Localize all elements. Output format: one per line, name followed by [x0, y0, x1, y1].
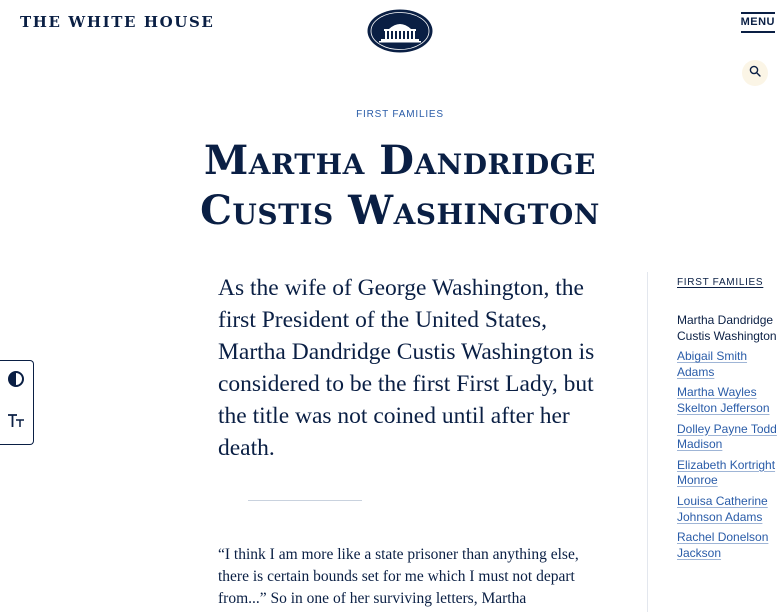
sidebar-list — [677, 313, 781, 566]
text-size-icon — [7, 413, 25, 434]
menu-button[interactable]: MENU — [741, 12, 775, 33]
sidebar-item-abigail-adams — [677, 349, 781, 380]
contrast-toggle-button[interactable] — [6, 371, 26, 391]
sidebar-link-louisa-adams[interactable]: Louisa Catherine Johnson Adams — [677, 493, 768, 524]
sidebar-item-martha-washington: Martha Dandridge Custis Washington — [677, 313, 777, 343]
lede-paragraph: As the wife of George Washington, the first President of the United States, Martha Dandridge Custis Washington is considered to be the first First Lady, but the title was not coined until after her death. — [218, 275, 595, 461]
page-title — [100, 136, 700, 236]
sidebar-item-louisa-adams — [677, 494, 781, 525]
sidebar-link-martha-jefferson[interactable]: Martha Wayles Skelton Jefferson — [677, 385, 770, 415]
sidebar-link-rachel-jackson[interactable]: Rachel Donelson Jackson — [677, 530, 769, 560]
white-house-seal-icon[interactable] — [367, 9, 433, 53]
page-title-line-1: Martha Dandridge — [204, 137, 596, 184]
sidebar-item-martha-jefferson — [677, 385, 781, 416]
section-divider — [248, 500, 362, 501]
search-icon — [749, 64, 761, 82]
sidebar-item-rachel-jackson — [677, 530, 781, 561]
site-name[interactable]: THE WHITE HOUSE — [20, 13, 215, 31]
sidebar-rule — [647, 272, 648, 612]
sidebar-item-elizabeth-monroe — [677, 458, 781, 489]
page-title-line-2: Custis Washington — [200, 187, 600, 234]
accessibility-toolbar — [0, 360, 34, 445]
contrast-icon — [7, 370, 25, 393]
sidebar-item-dolley-madison — [677, 422, 781, 453]
quote-paragraph: “I think I am more like a state prisoner than anything else, there is certain bounds set for me which I must not depart from...” So in one of her surviving letters, Martha — [218, 546, 579, 607]
text-size-button[interactable] — [6, 413, 26, 433]
search-button[interactable] — [742, 60, 768, 86]
sidebar-link-dolley-madison[interactable]: Dolley Payne Todd Madison — [677, 421, 777, 452]
category-link[interactable]: FIRST FAMILIES — [356, 109, 444, 120]
sidebar-link-elizabeth-monroe[interactable]: Elizabeth Kortright Monroe — [677, 457, 776, 488]
sidebar-link-abigail-adams[interactable]: Abigail Smith Adams — [677, 349, 748, 379]
sidebar-heading[interactable]: FIRST FAMILIES — [677, 277, 764, 288]
